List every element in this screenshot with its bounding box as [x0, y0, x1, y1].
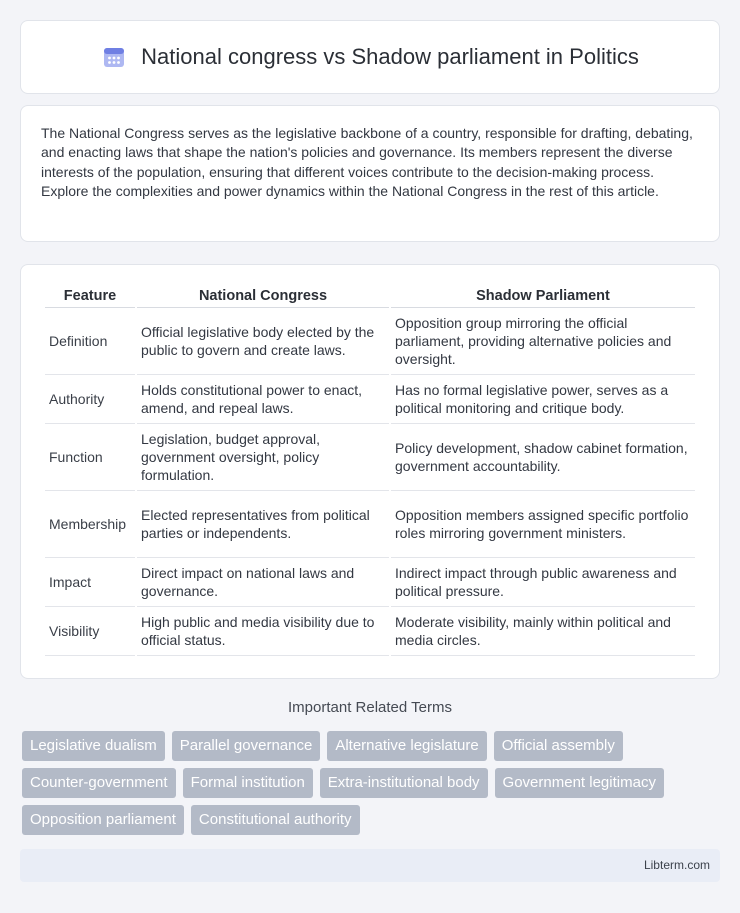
row-national-congress: Legislation, budget approval, government oversight, policy formulation.: [137, 424, 389, 491]
row-national-congress: Direct impact on national laws and governance.: [137, 558, 389, 607]
comparison-card: [20, 264, 720, 679]
row-national-congress: Official legislative body elected by the public to govern and create laws.: [137, 308, 389, 375]
row-feature: Authority: [45, 375, 135, 424]
header-feature: Feature: [45, 283, 135, 308]
page-title: National congress vs Shadow parliament in Politics: [141, 44, 639, 69]
related-tag[interactable]: Government legitimacy: [495, 768, 664, 798]
calendar-icon: [101, 44, 127, 70]
related-tag[interactable]: Counter-government: [22, 768, 176, 798]
header-national-congress: National Congress: [137, 283, 389, 308]
related-tag[interactable]: Official assembly: [494, 731, 623, 761]
row-feature: Membership: [45, 491, 135, 558]
related-tag[interactable]: Constitutional authority: [191, 805, 360, 835]
related-tag[interactable]: Parallel governance: [172, 731, 321, 761]
related-tag[interactable]: Formal institution: [183, 768, 313, 798]
row-shadow-parliament: Has no formal legislative power, serves as a political monitoring and critique body.: [391, 375, 695, 424]
comparison-table: [43, 283, 697, 656]
footer-site-link[interactable]: Libterm.com: [643, 858, 710, 872]
table-row: [45, 558, 695, 607]
table-row: [45, 491, 695, 558]
row-feature: Impact: [45, 558, 135, 607]
row-shadow-parliament: Opposition members assigned specific portfolio roles mirroring government ministers.: [391, 491, 695, 558]
row-feature: Visibility: [45, 607, 135, 656]
table-header-row: [45, 283, 695, 308]
title-card: [20, 20, 720, 94]
table-row: [45, 607, 695, 656]
related-terms-tags: [22, 731, 722, 842]
row-feature: Function: [45, 424, 135, 491]
related-tag[interactable]: Extra-institutional body: [320, 768, 488, 798]
related-tag[interactable]: Opposition parliament: [22, 805, 184, 835]
row-shadow-parliament: Policy development, shadow cabinet formation, government accountability.: [391, 424, 695, 491]
row-shadow-parliament: Indirect impact through public awareness and political pressure.: [391, 558, 695, 607]
row-shadow-parliament: Opposition group mirroring the official parliament, providing alternative policies and oversight.: [391, 308, 695, 375]
table-row: [45, 375, 695, 424]
row-feature: Definition: [45, 308, 135, 375]
intro-text: The National Congress serves as the legislative backbone of a country, responsible for drafting, debating, and enacting laws that shape the nation's policies and governance. Its members represent the diverse interests of the population, ensuring that different voices contribute to the decision-making process. Explore the complexities and power dynamics within the National Congress in the rest of this article.: [41, 125, 693, 199]
table-row: [45, 308, 695, 375]
row-national-congress: Elected representatives from political parties or independents.: [137, 491, 389, 558]
footer: [20, 849, 720, 882]
related-terms-title: Important Related Terms: [288, 699, 452, 716]
row-shadow-parliament: Moderate visibility, mainly within political and media circles.: [391, 607, 695, 656]
row-national-congress: Holds constitutional power to enact, amend, and repeal laws.: [137, 375, 389, 424]
table-row: [45, 424, 695, 491]
related-tag[interactable]: Alternative legislature: [327, 731, 486, 761]
related-tag[interactable]: Legislative dualism: [22, 731, 165, 761]
intro-card: [20, 105, 720, 242]
header-shadow-parliament: Shadow Parliament: [391, 283, 695, 308]
row-national-congress: High public and media visibility due to official status.: [137, 607, 389, 656]
